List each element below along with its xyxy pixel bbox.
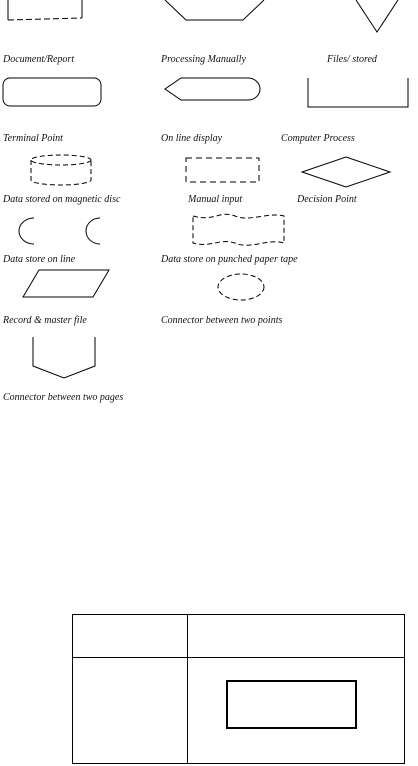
label-decision-point: Decision Point [297, 194, 357, 205]
table-header-cell-2 [188, 615, 405, 658]
label-connector-two-points: Connector between two points [161, 315, 283, 326]
table-header-cell-1 [73, 615, 188, 658]
label-on-line-display: On line display [161, 133, 223, 144]
table-cell-1 [73, 658, 188, 764]
manual-input-symbol [186, 158, 259, 182]
label-files-stored: Files/ stored [327, 54, 377, 65]
magnetic-disc-symbol [31, 155, 91, 185]
label-data-store-on-line: Data store on line [3, 254, 76, 265]
label-processing-manually: Processing Manually [161, 54, 246, 65]
table-header-row [73, 615, 405, 658]
decision-point-symbol [302, 157, 390, 187]
connector-two-points-symbol [218, 274, 264, 300]
processing-manually-symbol [165, 0, 264, 20]
label-magnetic-disc: Data stored on magnetic disc [3, 194, 121, 205]
record-master-file-symbol [23, 270, 109, 297]
on-line-display-symbol [165, 78, 260, 100]
label-punched-paper-tape: Data store on punched paper tape [161, 254, 298, 265]
connector-two-pages-symbol [33, 337, 95, 378]
label-record-master-file: Record & master file [3, 315, 87, 326]
punched-tape-symbol [193, 214, 284, 245]
terminal-point-symbol [3, 78, 101, 106]
document-report-symbol [8, 0, 82, 20]
label-terminal-point: Terminal Point [3, 133, 63, 144]
computer-process-symbol [308, 78, 408, 107]
process-box-symbol [226, 680, 357, 729]
data-store-on-line-symbol [19, 218, 100, 244]
files-stored-symbol [356, 0, 398, 32]
label-computer-process: Computer Process [281, 133, 355, 144]
label-connector-two-pages: Connector between two pages [3, 392, 124, 403]
label-manual-input: Manual input [188, 194, 243, 205]
label-document-report: Document/Report [3, 54, 75, 65]
